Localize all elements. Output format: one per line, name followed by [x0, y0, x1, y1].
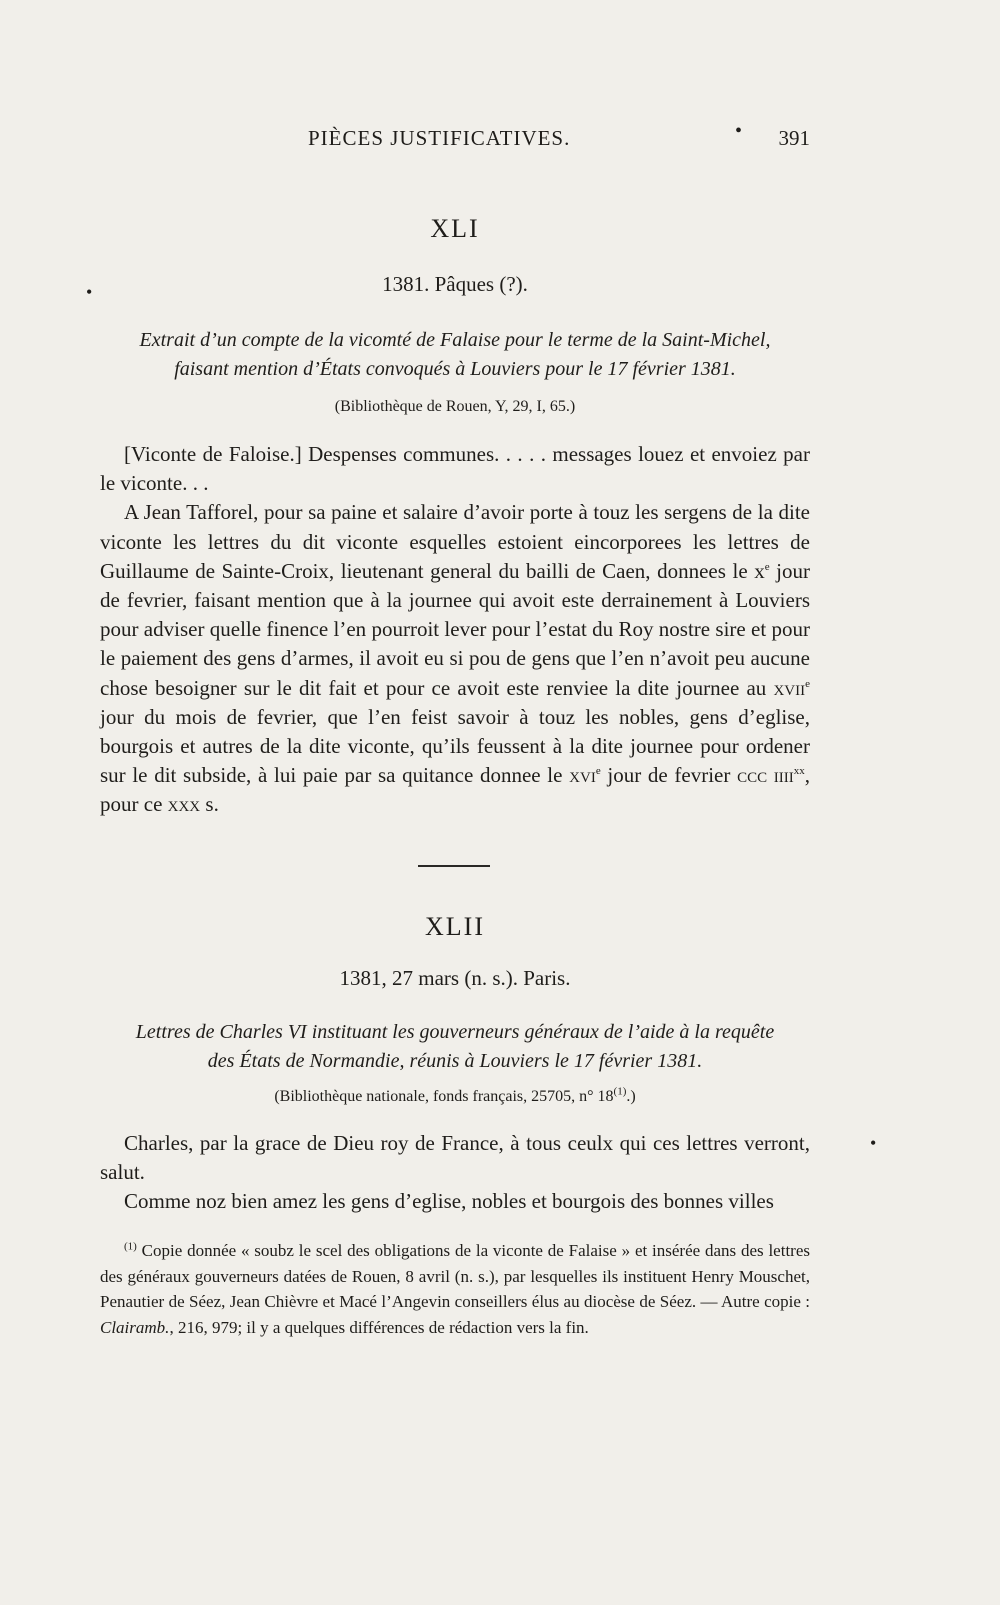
section-divider	[418, 865, 490, 867]
doc41-source: (Bibliothèque de Rouen, Y, 29, I, 65.)	[334, 398, 576, 415]
doc41-summary	[100, 326, 810, 384]
page-header	[100, 120, 810, 160]
margin-dot: •	[86, 282, 93, 302]
doc42-source: (Bibliothèque nationale, fonds français, 25705, n° 18$^{(1)}$.)	[274, 1085, 636, 1105]
doc41-summary-line2: faisant mention d’États convoqués à Louviers pour le 17 février 1381.	[174, 358, 736, 380]
doc41-summary-line1: Extrait d’un compte de la vicomté de Falaise pour le terme de la Saint-Michel,	[139, 329, 771, 351]
doc42-paragraph-1: Charles, par la grace de Dieu roy de France, à tous ceulx qui ces lettres verront, salut.	[100, 1131, 810, 1185]
doc42-date: 1381, 27 mars (n. s.). Paris.	[339, 966, 571, 990]
doc42-paragraph-2: Comme noz bien amez les gens d’eglise, nobles et bourgois des bonnes villes	[124, 1189, 774, 1214]
doc41-paragraph-1: [Viconte de Faloise.] Despenses communes. . . . . messages louez et envoiez par le viconte. . .	[100, 442, 810, 496]
doc42-number: XLII	[425, 912, 485, 941]
page-number: 391	[778, 126, 810, 150]
doc42-summary-line2: des États de Normandie, réunis à Louviers le 17 février 1381.	[207, 1050, 703, 1072]
footnote-1: $^{(1)}$ Copie donnée « soubz le scel des obligations de la viconte de Falaise » et insérée dans des lettres des généraux gouverneurs datées de Rouen, 8 avril (n. s.), par lesquelles ils instituent Henry Mouschet, Penautier de Séez, Jean Chièvre et Macé l’Angevin conseillers élus au diocèse de Séez. — Autre copie : Clairamb., 216, 979; il y a quelques différences de rédaction vers la fin.	[100, 1240, 810, 1337]
doc41-number: XLI	[430, 214, 480, 243]
running-title: PIÈCES JUSTIFICATIVES.	[308, 126, 571, 150]
header-dot: •	[735, 120, 743, 142]
footnote	[100, 1238, 810, 1340]
doc41-date: 1381. Pâques (?).	[382, 272, 528, 296]
margin-dot: •	[870, 1133, 877, 1153]
doc42-summary	[100, 1018, 810, 1076]
doc42-body	[100, 1129, 810, 1217]
doc41-paragraph-2: A Jean Tafforel, pour sa paine et salaire d’avoir porte à touz les sergens de la dite viconte les lettres du dit viconte esquelles estoient eincorporees les lettres de Guillaume de Sainte-Croix, lieutenant general du bailli de Caen, donnees le $x^e$ jour de fevrier, faisant mention que à la journee qui avoit este derrainement à Louviers pour adviser quelle finence l’en pourroit lever pour l’estat du Roy nostre sire et pour le paiement des gens d’armes, il avoit eu si pou de gens que l’en n’avoit peu aucune chose besoigner sur le dit fait et pour ce avoit este renviee la dite journee au xvii$^e$ jour du mois de fevrier, que l’en feist savoir à touz les nobles, gens d’eglise, bourgois et autres de la dite viconte, qu’ils feussent à la dite journee pour ordener sur le dit subside, à lui paie par sa quitance donnee le xvi$^e$ jour de fevrier ccc iiii$^{xx}$, pour ce xxx s.	[100, 500, 810, 817]
doc41-body	[100, 440, 810, 820]
footnote-marker: (1)	[124, 1240, 137, 1253]
doc42-summary-line1: Lettres de Charles VI instituant les gouverneurs généraux de l’aide à la requête	[135, 1021, 775, 1043]
